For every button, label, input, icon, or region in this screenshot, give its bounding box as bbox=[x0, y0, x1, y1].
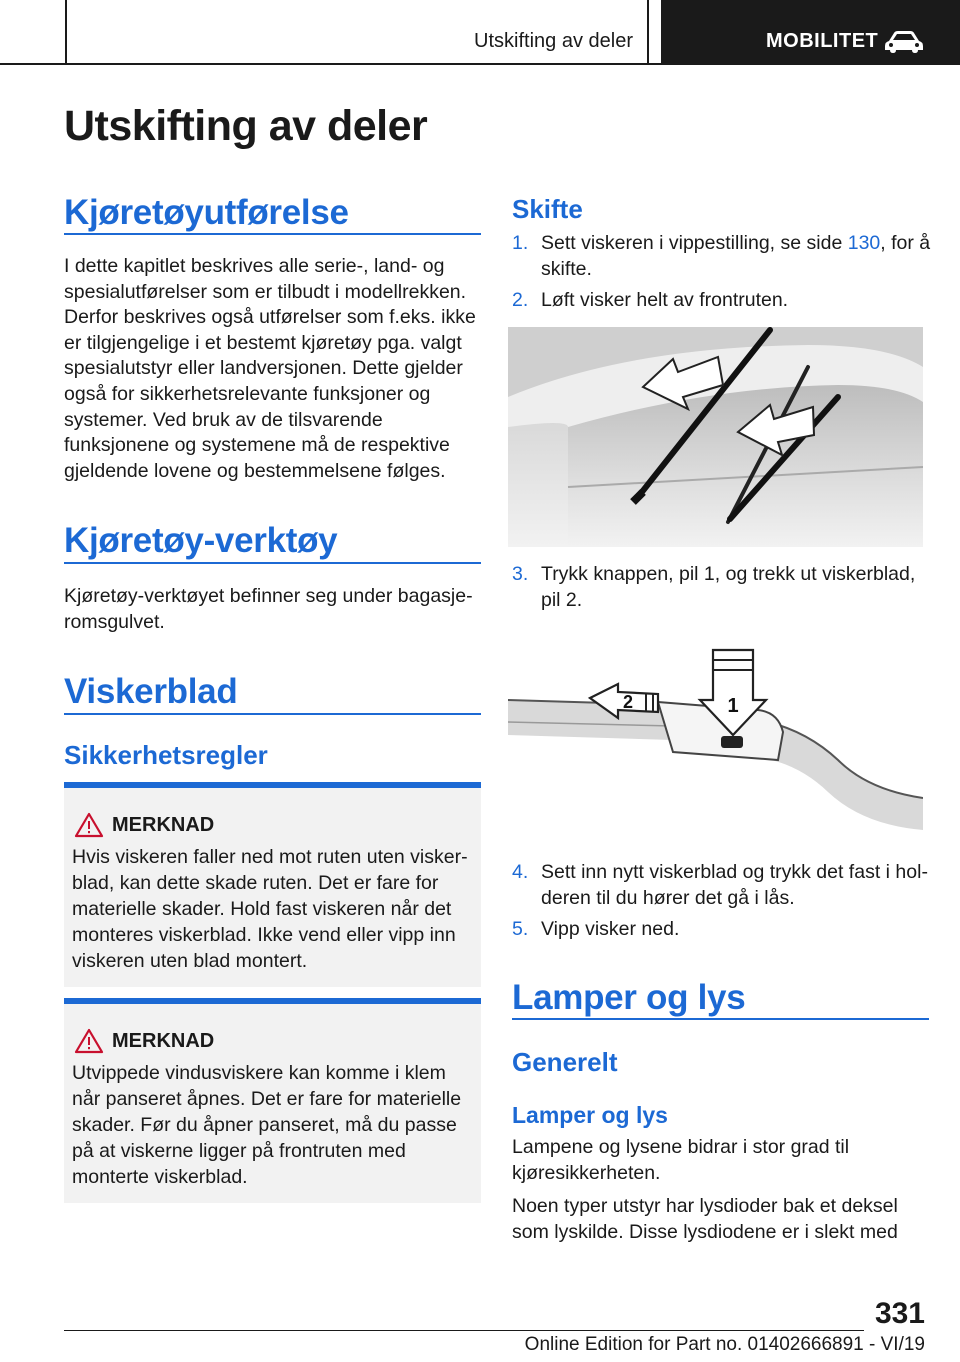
step-number: 1. bbox=[512, 232, 529, 254]
wiper-blade-release-illustration bbox=[508, 640, 923, 850]
step-number: 5. bbox=[512, 918, 529, 940]
paragraph-lamper-1: Lampene og lysene bidrar i stor grad til kjøresikkerheten. bbox=[512, 1136, 850, 1184]
arrow-label-1: 1 bbox=[727, 695, 739, 717]
step-text: Trykk knappen, pil 1, og trekk ut viskerblad, pil 2. bbox=[541, 563, 916, 611]
page-link[interactable]: 130 bbox=[847, 232, 881, 254]
note-box bbox=[64, 782, 481, 987]
step-number: 4. bbox=[512, 861, 529, 883]
step-text: Vipp visker ned. bbox=[541, 918, 680, 940]
note-title: MERKNAD bbox=[112, 1030, 215, 1052]
step-text: Sett viskeren i vippestilling, se side 130, for å skifte. bbox=[541, 232, 931, 280]
car-icon bbox=[883, 29, 925, 55]
arrow-label-2: 2 bbox=[622, 692, 634, 712]
edition-text: Online Edition for Part no. 01402666891 - VI/19 bbox=[524, 1334, 925, 1355]
heading-lamper-og-lys: Lamper og lys bbox=[512, 978, 746, 1017]
heading-kjoretoy-verktoy: Kjøretøy-verktøy bbox=[64, 521, 338, 560]
page-number: 331 bbox=[874, 1297, 925, 1330]
note-title: MERKNAD bbox=[112, 814, 215, 836]
heading-skifte: Skifte bbox=[512, 194, 583, 224]
note-text: Hvis viskeren faller ned mot ruten uten viskerblad, kan dette skade ruten. Det er fare for materielle skader. Hold fast viskeren når det monteres viskerblad. Ikke vend eller vipp inn viskeren uten blad montert. bbox=[72, 846, 468, 972]
heading-kjoretoyutforelse: Kjøretøyutførelse bbox=[64, 193, 349, 232]
paragraph-kjoretoy-verktoy: Kjøretøy-verktøyet befinner seg under bagasjeromsgulvet. bbox=[64, 585, 473, 633]
note-text: Utvippede vindusviskere kan komme i klem når panseret åpnes. Det er fare for materielle skader. Før du åpner panseret, må du passe på at viskerne ligger på frontruten med monterte viskerblad. bbox=[72, 1062, 462, 1188]
step-text: Sett inn nytt viskerblad og trykk det fast i holderen til du hører det gå i lås. bbox=[541, 861, 928, 909]
warning-icon bbox=[74, 812, 104, 838]
subheading-sikkerhetsregler: Sikkerhetsregler bbox=[64, 740, 268, 770]
subheading-generelt: Generelt bbox=[512, 1047, 618, 1077]
wiper-tilt-illustration bbox=[508, 327, 923, 547]
section-tab-label: Utskifting av deler bbox=[474, 30, 633, 52]
note-box bbox=[64, 998, 481, 1203]
page-title: Utskifting av deler bbox=[64, 102, 428, 150]
chapter-tab-label: MOBILITET bbox=[766, 30, 879, 52]
paragraph-lamper-2: Noen typer utstyr har lysdioder bak et deksel som lyskilde. Disse lysdiodene er i slekt med bbox=[512, 1195, 898, 1243]
heading-rule bbox=[512, 1018, 929, 1020]
heading-viskerblad: Viskerblad bbox=[64, 672, 238, 711]
warning-icon bbox=[74, 1028, 104, 1054]
paragraph-kjoretoyutforelse: I dette kapitlet beskrives alle serie-, land- og spesialutførelser som er tilbudt i modellrekken. Derfor beskrives også utførelser som f.eks. ikke er tilgjengelige i et bestemt kjøretøy pga. valgt spesialutstyr eller landversjonen. Dette gjelder også for sikkerhetsrelevante funksjoner og systemer. Ved bruk av de tilsvarende funksjonene og systemene må de respektive gjeldende lovene og bestemmelsene følges. bbox=[64, 255, 476, 482]
footer-rule bbox=[64, 1330, 864, 1331]
step-text: Løft visker helt av frontruten. bbox=[541, 289, 789, 311]
heading-rule bbox=[64, 562, 481, 564]
heading-rule bbox=[64, 233, 481, 235]
section-tab[interactable] bbox=[65, 0, 649, 65]
heading-rule bbox=[64, 713, 481, 715]
step-number: 3. bbox=[512, 563, 529, 585]
subheading-lamper-og-lys: Lamper og lys bbox=[512, 1102, 668, 1128]
step-number: 2. bbox=[512, 289, 529, 311]
